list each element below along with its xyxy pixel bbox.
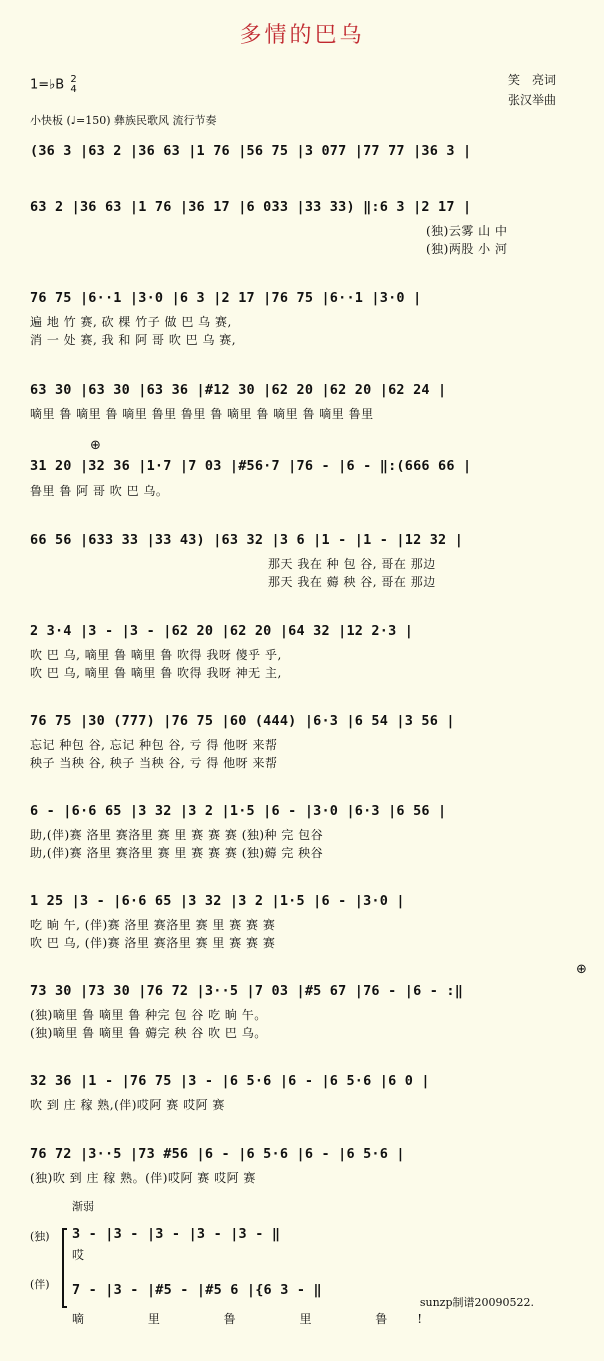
lyric-line-4a: 嘀里 鲁 嘀里 鲁 嘀里 鲁里 鲁里 鲁 嘀里 鲁 嘀里 鲁 嘀里 鲁里 (30, 407, 374, 421)
lyric-line-8a: 忘记 种包 谷, 忘记 种包 谷, 亏 得 他呀 来帮 (30, 738, 278, 752)
song-title: 多情的巴乌 (239, 23, 365, 48)
lyric-line-7a: 吹 巴 乌, 嘀里 鲁 嘀里 鲁 吹得 我呀 傻乎 乎, (30, 648, 282, 662)
score-line-3: 76 75 |6··1 |3·0 |6 3 |2 17 |76 75 |6··1 |3·0 | (30, 290, 422, 306)
time-signature (70, 75, 76, 95)
lyric-line-11b: (独)嘀里 鲁 嘀里 鲁 薅完 秧 谷 吹 巴 乌。 (30, 1026, 267, 1040)
score-line-13: 76 72 |3··5 |73 #56 |6 - |6 5·6 |6 - |6 5·6 | (30, 1146, 405, 1162)
solo-score: 3 - |3 - |3 - |3 - |3 - ‖ (72, 1226, 281, 1242)
lyric-line-2b: (独)两股 小 河 (426, 242, 508, 256)
score-line-12: 32 36 |1 - |76 75 |3 - |6 5·6 |6 - |6 5·6 |6 0 | (30, 1073, 430, 1089)
score-line-6: 66 56 |633 33 |33 43) |63 32 |3 6 |1 - |1 - |12 32 | (30, 532, 464, 548)
lyric-line-9b: 助,(伴)赛 洛里 赛洛里 赛 里 赛 赛 赛 (独)薅 完 秧谷 (30, 846, 324, 860)
lyric-line-5a: 鲁里 鲁 阿 哥 吹 巴 乌。 (30, 484, 169, 498)
score-line-1: (36 3 |63 2 |36 63 |1 76 |56 75 |3 077 |77 77 |36 3 | (30, 143, 472, 159)
solo-label: (独) (30, 1230, 50, 1243)
lyric-line-2a: (独)云雾 山 中 (426, 224, 508, 238)
system-bracket (62, 1228, 67, 1308)
score-line-2: 63 2 |36 63 |1 76 |36 17 |6 033 |33 33) ‖:6 3 |2 17 | (30, 199, 472, 215)
score-line-10: 1 25 |3 - |6·6 65 |3 32 |3 2 |1·5 |6 - |3·0 | (30, 893, 405, 909)
lyric-line-10b: 吹 巴 乌, (伴)赛 洛里 赛洛里 赛 里 赛 赛 赛 (30, 936, 276, 950)
coda-sign-icon: ⊕ (90, 438, 101, 453)
score-line-9: 6 - |6·6 65 |3 32 |3 2 |1·5 |6 - |3·0 |6·3 |6 56 | (30, 803, 447, 819)
accomp-lyric: 嘀 里 鲁 里 鲁! (72, 1312, 453, 1326)
lyric-line-12a: 吹 到 庄 稼 熟,(伴)哎阿 赛 哎阿 赛 (30, 1098, 225, 1112)
coda-sign-icon: ⊕ (576, 962, 587, 977)
score-line-11: 73 30 |73 30 |76 72 |3··5 |7 03 |#5 67 |76 - |6 - :‖ (30, 983, 464, 999)
lyric-line-13a: (独)吹 到 庄 稼 熟。(伴)哎阿 赛 哎阿 赛 (30, 1171, 256, 1185)
accomp-score: 7 - |3 - |#5 - |#5 6 |{6 3 - ‖ (72, 1282, 322, 1298)
lyric-line-8b: 秧子 当秧 谷, 秧子 当秧 谷, 亏 得 他呀 来帮 (30, 756, 278, 770)
lyric-line-6a: 那天 我在 种 包 谷, 哥在 那边 (268, 557, 436, 571)
accomp-label: (伴) (30, 1278, 50, 1291)
lyric-line-3a: 遍 地 竹 赛, 砍 棵 竹子 做 巴 乌 赛, (30, 315, 232, 329)
score-line-7: 2 3·4 |3 - |3 - |62 20 |62 20 |64 32 |12 2·3 | (30, 623, 414, 639)
lyricist: 笑 亮词 (507, 73, 556, 87)
time-top: 2 (70, 74, 77, 85)
key-label: 1=♭B (30, 77, 65, 93)
lyric-line-7b: 吹 巴 乌, 嘀里 鲁 嘀里 鲁 吹得 我呀 神无 主, (30, 666, 282, 680)
time-bottom: 4 (70, 84, 77, 95)
lyric-line-11a: (独)嘀里 鲁 嘀里 鲁 种完 包 谷 吃 晌 午。 (30, 1008, 267, 1022)
key-signature (30, 75, 77, 95)
score-line-4: 63 30 |63 30 |63 36 |#12 30 |62 20 |62 20 |62 24 | (30, 382, 447, 398)
composer: 张汉举曲 (507, 93, 556, 107)
lyric-line-6b: 那天 我在 薅 秧 谷, 哥在 那边 (268, 575, 436, 589)
score-line-5: 31 20 |32 36 |1·7 |7 03 |#56·7 |76 - |6 - ‖:(666 66 | (30, 458, 472, 474)
lyric-line-3b: 消 一 处 赛, 我 和 阿 哥 吹 巴 乌 赛, (30, 333, 237, 347)
credits (508, 70, 556, 110)
solo-lyric: 哎 (72, 1248, 85, 1262)
tempo-marking: 小快板 (♩=150) 彝族民歌风 流行节奏 (30, 114, 217, 127)
score-line-8: 76 75 |30 (777) |76 75 |60 (444) |6·3 |6 54 |3 56 | (30, 713, 455, 729)
signature: sunzp制谱20090522. (419, 1296, 534, 1309)
lyric-line-9a: 助,(伴)赛 洛里 赛洛里 赛 里 赛 赛 赛 (独)种 完 包谷 (30, 828, 324, 842)
lyric-line-10a: 吃 晌 午, (伴)赛 洛里 赛洛里 赛 里 赛 赛 赛 (30, 918, 276, 932)
dynamic-marking: 渐弱 (72, 1200, 94, 1213)
